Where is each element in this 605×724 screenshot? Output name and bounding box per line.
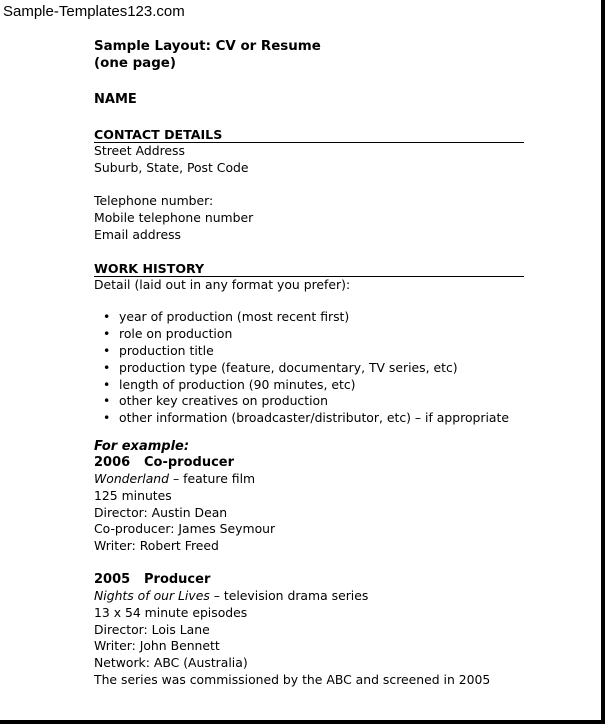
list-item-text: other key creatives on production: [119, 393, 328, 409]
entry-year: 2006: [94, 454, 131, 470]
list-item: [94, 377, 524, 394]
entry-title: Wonderland: [94, 470, 170, 486]
list-item-text: year of production (most recent first): [119, 309, 350, 325]
entry-type: – television drama series: [209, 587, 369, 603]
entry-detail: The series was commissioned by the ABC and screened in 2005: [94, 671, 491, 687]
list-item-text: length of production (90 minutes, etc): [119, 376, 356, 392]
contact-details-heading: CONTACT DETAILS: [94, 127, 524, 143]
list-item-text: other information (broadcaster/distributor, etc) – if appropriate: [119, 410, 510, 426]
bullet-icon: •: [103, 342, 111, 358]
entry-production: [94, 588, 524, 605]
list-item: [94, 326, 524, 343]
street-address: Street Address: [94, 142, 185, 158]
spacer: [94, 176, 524, 193]
title-line-2: (one page): [94, 56, 177, 71]
title-line-1: Sample Layout: CV or Resume: [94, 39, 321, 54]
entry-detail: 125 minutes: [94, 487, 172, 503]
email-address: Email address: [94, 226, 181, 242]
document-title: [94, 38, 524, 72]
bullet-icon: •: [103, 326, 111, 342]
bullet-icon: •: [103, 393, 111, 409]
bullet-icon: •: [103, 309, 111, 325]
telephone-number: Telephone number:: [94, 193, 214, 209]
entry-title: Nights of our Lives: [94, 587, 210, 603]
bullet-icon: •: [103, 410, 111, 426]
list-item-text: role on production: [119, 326, 233, 342]
bullet-icon: •: [103, 376, 111, 392]
resume-document: [94, 38, 524, 689]
entry-detail: Writer: John Bennett: [94, 638, 220, 654]
entry-detail: Writer: Robert Freed: [94, 538, 219, 554]
list-item-text: production title: [119, 342, 214, 358]
suburb-state-postcode: Suburb, State, Post Code: [94, 159, 249, 175]
entry-year: 2005: [94, 571, 131, 587]
list-item: [94, 343, 524, 360]
name-label: NAME: [94, 92, 137, 107]
entry-detail: Director: Lois Lane: [94, 621, 210, 637]
work-history-heading: WORK HISTORY: [94, 261, 524, 277]
list-item: [94, 360, 524, 377]
list-item: [94, 410, 524, 427]
work-entry-2005: [94, 571, 524, 689]
list-item: [94, 393, 524, 410]
entry-detail: Director: Austin Dean: [94, 504, 228, 520]
entry-detail: 13 x 54 minute episodes: [94, 604, 248, 620]
mobile-number: Mobile telephone number: [94, 209, 254, 225]
bullet-icon: •: [103, 359, 111, 375]
work-history-intro: Detail (laid out in any format you prefer):: [94, 276, 351, 292]
work-detail-list: [94, 309, 524, 427]
entry-production: [94, 471, 524, 488]
entry-role: Co-producer: [144, 454, 235, 470]
entry-detail: Co-producer: James Seymour: [94, 521, 276, 537]
entry-detail: Network: ABC (Australia): [94, 655, 248, 671]
entry-type: – feature film: [169, 470, 256, 486]
entry-heading: [94, 571, 524, 588]
example-label: For example:: [94, 438, 190, 454]
list-item: [94, 309, 524, 326]
list-item-text: production type (feature, documentary, TV series, etc): [119, 359, 458, 375]
entry-role: Producer: [144, 571, 211, 587]
work-entry-2006: [94, 454, 524, 555]
watermark: Sample-Templates123.com: [3, 3, 185, 20]
entry-heading: [94, 454, 524, 471]
